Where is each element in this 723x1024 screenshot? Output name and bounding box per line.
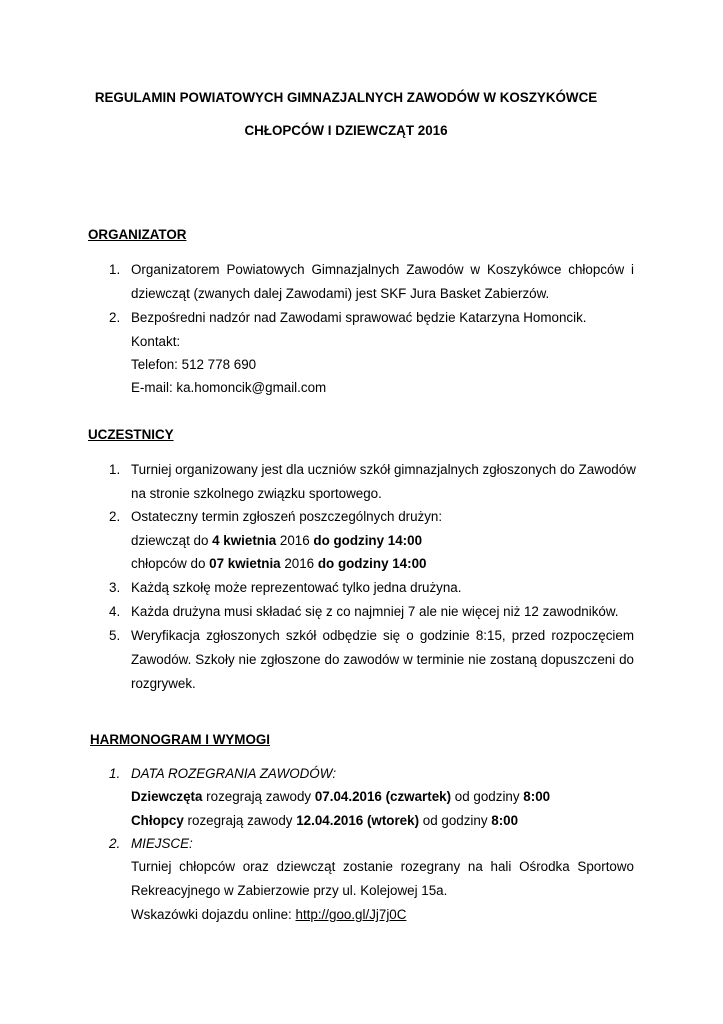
list-number: 1. bbox=[109, 262, 121, 277]
list-item-text: dziewcząt (zwanych dalej Zawodami) jest SKF Jura Basket Zabierzów. bbox=[131, 286, 550, 301]
list-item-text: Ostateczny termin zgłoszeń poszczególnych drużyn: bbox=[131, 509, 443, 524]
section-heading-harmonogram: HARMONOGRAM I WYMOGI bbox=[90, 732, 271, 747]
document-title-line2: CHŁOPCÓW I DZIEWCZĄT 2016 bbox=[244, 123, 448, 138]
list-number: 2. bbox=[109, 509, 121, 524]
list-number: 4. bbox=[109, 604, 121, 619]
place-text: Rekreacyjnego w Zabierzowie przy ul. Kolejowej 15a. bbox=[131, 883, 448, 898]
list-item-text: Bezpośredni nadzór nad Zawodami sprawować będzie Katarzyna Homoncik. bbox=[131, 310, 587, 325]
list-item-text: Weryfikacja zgłoszonych szkół odbędzie się o godzinie 8:15, przed rozpoczęciem bbox=[131, 628, 634, 643]
deadline-girls: dziewcząt do 4 kwietnia 2016 do godziny 14:00 bbox=[131, 533, 423, 548]
contact-phone: Telefon: 512 778 690 bbox=[131, 357, 257, 372]
schedule-boys: Chłopcy rozegrają zawody 12.04.2016 (wtorek) od godziny 8:00 bbox=[131, 813, 519, 828]
list-item-text: Zawodów. Szkoły nie zgłoszone do zawodów w terminie nie zostaną dopuszczeni do bbox=[131, 652, 634, 667]
list-number: 1. bbox=[109, 766, 121, 781]
list-number: 5. bbox=[109, 628, 121, 643]
list-number: 1. bbox=[109, 462, 121, 477]
list-number: 2. bbox=[109, 310, 121, 325]
directions-line bbox=[131, 907, 406, 922]
list-item-text: Każdą szkołę może reprezentować tylko jedna drużyna. bbox=[131, 580, 462, 595]
place-text: Turniej chłopców oraz dziewcząt zostanie rozegrany na hali Ośrodka Sportowo bbox=[131, 859, 634, 874]
list-item-text: rozgrywek. bbox=[131, 676, 196, 691]
list-item-title: DATA ROZEGRANIA ZAWODÓW: bbox=[131, 766, 337, 781]
list-item-title: MIEJSCE: bbox=[131, 836, 193, 851]
section-heading-uczestnicy: UCZESTNICY bbox=[88, 427, 174, 442]
list-number: 3. bbox=[109, 580, 121, 595]
list-item-text: Każda drużyna musi składać się z co najmniej 7 ale nie więcej niż 12 zawodników. bbox=[131, 604, 619, 619]
section-heading-organizator: ORGANIZATOR bbox=[88, 227, 187, 242]
list-item-text: Organizatorem Powiatowych Gimnazjalnych Zawodów w Koszykówce chłopców i bbox=[131, 262, 634, 277]
document-title-line1: REGULAMIN POWIATOWYCH GIMNAZJALNYCH ZAWODÓW W KOSZYKÓWCE bbox=[94, 90, 598, 105]
directions-label: Wskazówki dojazdu online: bbox=[131, 907, 296, 922]
directions-link[interactable]: http://goo.gl/Jj7j0C bbox=[295, 907, 407, 922]
list-item-text: Turniej organizowany jest dla uczniów szkół gimnazjalnych zgłoszonych do Zawodów bbox=[131, 462, 636, 477]
schedule-girls: Dziewczęta rozegrają zawody 07.04.2016 (czwartek) od godziny 8:00 bbox=[131, 789, 551, 804]
contact-label: Kontakt: bbox=[131, 334, 181, 349]
contact-email: E-mail: ka.homoncik@gmail.com bbox=[131, 380, 327, 395]
list-item-text: na stronie szkolnego związku sportowego. bbox=[131, 486, 382, 501]
list-number: 2. bbox=[109, 836, 121, 851]
deadline-boys: chłopców do 07 kwietnia 2016 do godziny 14:00 bbox=[131, 556, 427, 571]
